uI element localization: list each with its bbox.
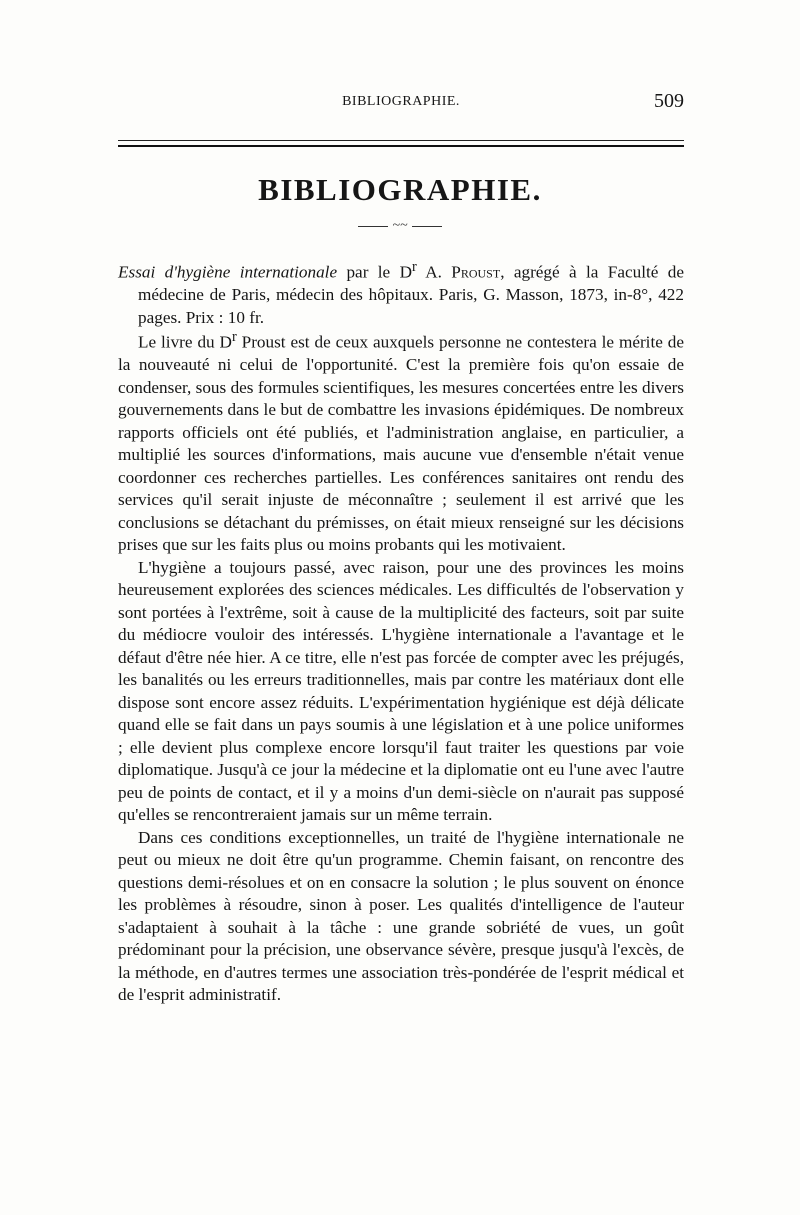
- header-rule-thick: [118, 145, 684, 147]
- paragraph-1-rest: Proust est de ceux auxquels personne ne contestera le mérite de la nouveauté ni celui de l'opportunité. C'est la première fois qu'on essaie de condenser, sous des formules scientifiques, les mesures concertées entre les divers gouvernements dans le but de combattre les invasions épidémiques. De nombreux rapports officiels ont été publiés, et l'administration anglaise, en particulier, a multiplié les sources d'informations, mais aucune vue d'ensemble n'était venue coordonner ces recherches partielles. Les conférences sanitaires ont rendu des services qu'il serait injuste de méconnaître ; seulement il est arrivé que les conclusions se détachant du prémisses, on était mieux renseigné sur les décisions prises que sur les faits plus ou moins probants qui les motivaient.: [118, 332, 684, 555]
- citation-by: par le D: [337, 262, 412, 282]
- ornament-line-left: [358, 226, 388, 227]
- ornament-line-right: [412, 226, 442, 227]
- citation-text: [118, 256, 684, 329]
- running-head: [118, 90, 684, 116]
- paragraph-2: L'hygiène a toujours passé, avec raison, pour une des provinces les moins heureusement explorées des sciences médicales. Les difficultés de l'observation y sont portées à l'extrême, soit à cause de la multiplicité des facteurs, soit par suite du médiocre vouloir des intéressés. L'hygiène internationale a l'avantage et le défaut d'être née hier. A ce titre, elle n'est pas forcée de compter avec les préjugés, les banalités ou les erreurs traditionnelles, mais par contre les matériaux dont elle dispose sont encore assez réduits. L'expérimentation hygiénique est déjà délicate quand elle se fait dans un pays soumis à une législation et à une police uniformes ; elle devient plus complexe encore lorsqu'il faut traiter les questions par voie diplomatique. Jusqu'à ce jour la médecine et la diplomatie ont eu l'une avec l'autre peu de points de contact, et il y a moins d'un demi-siècle on n'aurait pas supposé qu'elles se rencontreraient jamais sur un même terrain.: [118, 557, 684, 825]
- section-title: BIBLIOGRAPHIE.: [258, 172, 542, 207]
- ornament-flourish: ~~: [392, 218, 408, 233]
- ornament-divider: [0, 218, 800, 234]
- paragraph-1-start: Le livre du D: [138, 332, 232, 352]
- book-citation: [118, 256, 684, 329]
- author-initial: A.: [416, 262, 452, 282]
- author-name: Proust: [451, 262, 501, 282]
- running-title: BIBLIOGRAPHIE.: [342, 94, 460, 109]
- paragraph-1: [118, 326, 684, 557]
- header-rule-thin: [118, 140, 684, 141]
- citation-details: , agrégé à la Faculté de médecine de Paris, médecin des hôpitaux. Paris, G. Masson, 1873, in-8°, 422 pages. Prix : 10 fr.: [138, 262, 684, 327]
- book-title: Essai d'hygiène internationale: [118, 262, 338, 282]
- paragraph-3: Dans ces conditions exceptionnelles, un traité de l'hygiène internationale ne peut ou mieux ne doit être qu'un programme. Chemin faisant, on rencontre des questions demi-résolues et on en consacre la solution ; le plus souvent on énonce les problèmes à résoudre, sinon à poser. Les qualités d'intelligence de l'auteur s'adaptaient à souhait à la tâche : une grande sobriété de vues, un goût prédominant pour la précision, une observance sévère, presque jusqu'à l'excès, de la méthode, en d'autres termes une association très-pondérée de l'esprit médical et de l'esprit administratif.: [118, 827, 684, 1005]
- paragraph-1-dr-sup: r: [231, 329, 237, 345]
- review-body: [118, 326, 684, 1007]
- page-number: 509: [654, 90, 684, 112]
- citation-dr-sup: r: [411, 259, 417, 275]
